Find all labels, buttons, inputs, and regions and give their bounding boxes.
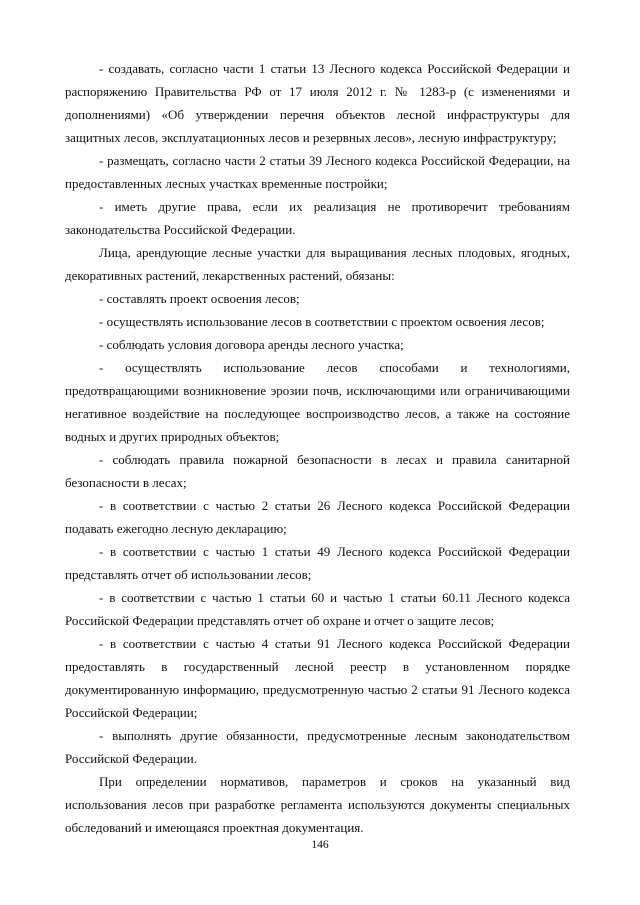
paragraph-13: - в соответствии с частью 4 статьи 91 Лесного кодекса Российской Федерации предоставлять в государственный лесной реестр в установленном порядке документированную информацию, предусмотренную частью 2 статьи 91 Лесного кодекса Российской Федерации; <box>65 636 570 720</box>
paragraph-1: - создавать, согласно части 1 статьи 13 Лесного кодекса Российской Федерации и распоряжению Правительства РФ от 17 июля 2012 г. № 1283-р (с изменениями и дополнениями) «Об утверждении перечня объектов лесной инфраструктуры для защитных лесов, эксплуатационных лесов и резервных лесов», лесную инфраструктуру; <box>65 61 570 145</box>
paragraph-12: - в соответствии с частью 1 статьи 60 и частью 1 статьи 60.11 Лесного кодекса Российской Федерации представлять отчет об охране и отчет о защите лесов; <box>65 590 570 628</box>
paragraph-10: - в соответствии с частью 2 статьи 26 Лесного кодекса Российской Федерации подавать ежегодно лесную декларацию; <box>65 498 570 536</box>
body-text <box>65 57 570 839</box>
paragraph-7: - соблюдать условия договора аренды лесного участка; <box>99 337 404 352</box>
paragraph-11: - в соответствии с частью 1 статьи 49 Лесного кодекса Российской Федерации представлять отчет об использовании лесов; <box>65 544 570 582</box>
paragraph-2: - размещать, согласно части 2 статьи 39 Лесного кодекса Российской Федерации, на предоставленных лесных участках временные постройки; <box>65 153 570 191</box>
paragraph-14: - выполнять другие обязанности, предусмотренные лесным законодательством Российской Федерации. <box>65 728 570 766</box>
page-number: 146 <box>311 839 329 851</box>
paragraph-3: - иметь другие права, если их реализация не противоречит требованиям законодательства Российской Федерации. <box>65 199 570 237</box>
paragraph-4: Лица, арендующие лесные участки для выращивания лесных плодовых, ягодных, декоративных растений, лекарственных растений, обязаны: <box>65 245 570 283</box>
paragraph-9: - соблюдать правила пожарной безопасности в лесах и правила санитарной безопасности в лесах; <box>65 452 570 490</box>
paragraph-5: - составлять проект освоения лесов; <box>99 291 300 306</box>
paragraph-8: - осуществлять использование лесов способами и технологиями, предотвращающими возникновение эрозии почв, исключающими или ограничивающими негативное воздействие на последующее воспроизводство лесов, а также на состояние водных и других природных объектов; <box>65 360 570 444</box>
paragraph-6: - осуществлять использование лесов в соответствии с проектом освоения лесов; <box>99 314 545 329</box>
paragraph-15: При определении нормативов, параметров и сроков на указанный вид использования лесов при разработке регламента используются документы специальных обследований и имеющаяся проектная документация. <box>65 774 570 835</box>
